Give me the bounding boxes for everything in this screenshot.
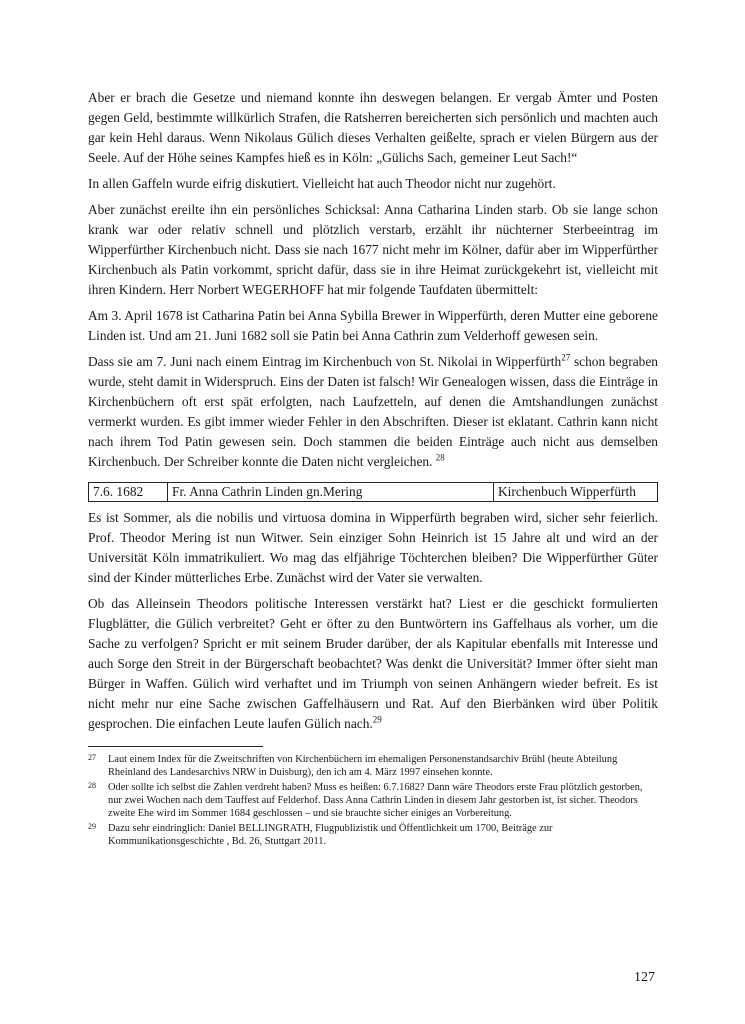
page-number: 127 xyxy=(634,970,655,985)
entry-date: 7.6. 1682 xyxy=(89,483,168,502)
entry-source: Kirchenbuch Wipperfürth xyxy=(494,483,658,502)
footnote-ref-28: 28 xyxy=(435,452,445,463)
paragraph-4: Am 3. April 1678 ist Catharina Patin bei Anna Sybilla Brewer in Wipperfürth, deren Mutter eine geborene Linden ist. Und am 21. Juni 1682 soll sie Patin bei Anna Cathrin zum Velderhoff gewesen sein. xyxy=(88,308,658,343)
paragraph-3: Aber zunächst ereilte ihn ein persönliches Schicksal: Anna Catharina Linden starb. Ob sie lange schon krank war oder relativ schnell und plötzlich verstarb, erzählt ihr nüchterner Sterbeeintrag im Wipperfürther Kirchenbuch nicht. Dass sie nach 1677 nicht mehr im Kölner, dafür aber im Wipperfürther Kirchenbuch als Patin vorkommt, spricht dafür, dass sie in ihre Heimat zurückgekehrt ist, vielleicht mit ihren Kindern. Herr Norbert WEGERHOFF hat mir folgende Taufdaten übermittelt: xyxy=(88,202,658,297)
paragraph-5: Dass sie am 7. Juni nach einem Eintrag im Kirchenbuch von St. Nikolai in Wipperfürth$^{27}$ schon begraben wurde, steht damit in Widerspruch. Eins der Daten ist falsch! Wir Genealogen wissen, dass die Einträge in Kirchenbüchern oft erst spät erfolgten, nach Laufzetteln, auf denen die Amtshandlungen zunächst vermerkt wurden. Es gibt immer wieder Fehler in den Abschriften. Dieser ist eklatant. Cathrin kann nicht nach ihrem Tod Patin gewesen sein. Doch stammen die beiden Einträge auch nicht aus demselben Kirchenbuch. Der Schreiber konnte die Daten nicht vergleichen. $^{28}$ xyxy=(88,352,658,469)
paragraph-1: Aber er brach die Gesetze und niemand konnte ihn deswegen belangen. Er vergab Ämter und Posten gegen Geld, bestimmte willkürlich Strafen, die Ratsherren bereicherten sich persönlich und machten auch gar kein Hehl daraus. Wenn Nikolaus Gülich dieses Verhalten geißelte, sprach er vielen Bürgern aus der Seele. Auf der Höhe seines Kampfes hieß es in Köln: „Gülichs Sach, gemeiner Leut Sach!“ xyxy=(88,90,658,165)
entry-name: Fr. Anna Cathrin Linden gn.Mering xyxy=(168,483,494,502)
footnote-27: 27 Laut einem Index für die Zweitschriften von Kirchenbüchern im ehemaligen Personenstandsarchiv Brühl (heute Abteilung Rheinland des Landesarchivs NRW in Duisburg), den ich am 4. März 1997 einsehen konnte. xyxy=(88,753,618,778)
footnote-29: 29 Dazu sehr eindringlich: Daniel BELLINGRATH, Flugpublizistik und Öffentlichkeit um 1700, Beiträge zur Kommunikationsgeschichte , Bd. 26, Stuttgart 2011. xyxy=(88,822,553,847)
paragraph-7: Ob das Alleinsein Theodors politische Interessen verstärkt hat? Liest er die geschickt formulierten Flugblätter, die Gülich verbreitet? Geht er öfter zu den Buntwörtern ins Gaffelhaus als vorher, um die Sache zu verfolgen? Spricht er mit seinem Bruder darüber, der als Kapitular ebenfalls mit Interesse und auch Sorge den Streit in der Bürgerschaft beobachtet? Was denkt die Universität? Immer öfter sieht man Bürger in Waffen. Gülich wird verhaftet und im Triumph von seinen Anhängern wieder befreit. Es ist nicht mehr nur eine Sache zwischen Gaffelhäusern und Rat. Auf den Bierbänken wird über Politik gesprochen. Die einfachen Leute laufen Gülich nach.$^{29}$ xyxy=(88,596,658,731)
burial-entry-table xyxy=(88,482,658,502)
footnote-ref-27: 27 xyxy=(561,352,571,363)
footnote-divider xyxy=(88,746,263,747)
footnote-28: 28 Oder sollte ich selbst die Zahlen verdreht haben? Muss es heißen: 6.7.1682? Dann wäre Theodors erste Frau plötzlich gestorben, nur zwei Wochen nach dem Tauffest auf Felderhof. Dass Anna Cathrin Linden in diesem Jahr gestorben ist, ist sicher. Theodors zweite Ehe wird im Sommer 1684 geschlossen – und sie brauchte sicher einiges an Vorbereitung. xyxy=(88,781,643,819)
paragraph-2: In allen Gaffeln wurde eifrig diskutiert. Vielleicht hat auch Theodor nicht nur zugehört. xyxy=(88,176,556,191)
table-row xyxy=(89,483,658,502)
page-body xyxy=(88,88,658,850)
footnote-ref-29: 29 xyxy=(372,714,382,725)
paragraph-6: Es ist Sommer, als die nobilis und virtuosa domina in Wipperfürth begraben wird, sicher sehr feierlich. Prof. Theodor Mering ist nun Witwer. Sein einziger Sohn Heinrich ist 15 Jahre alt und wird an der Universität Köln immatrikuliert. Wo mag das elfjährige Töchterchen bleiben? Die Wipperfürther Güter sind der Kinder mütterliches Erbe. Zunächst wird der Vater sie verwalten. xyxy=(88,510,658,585)
